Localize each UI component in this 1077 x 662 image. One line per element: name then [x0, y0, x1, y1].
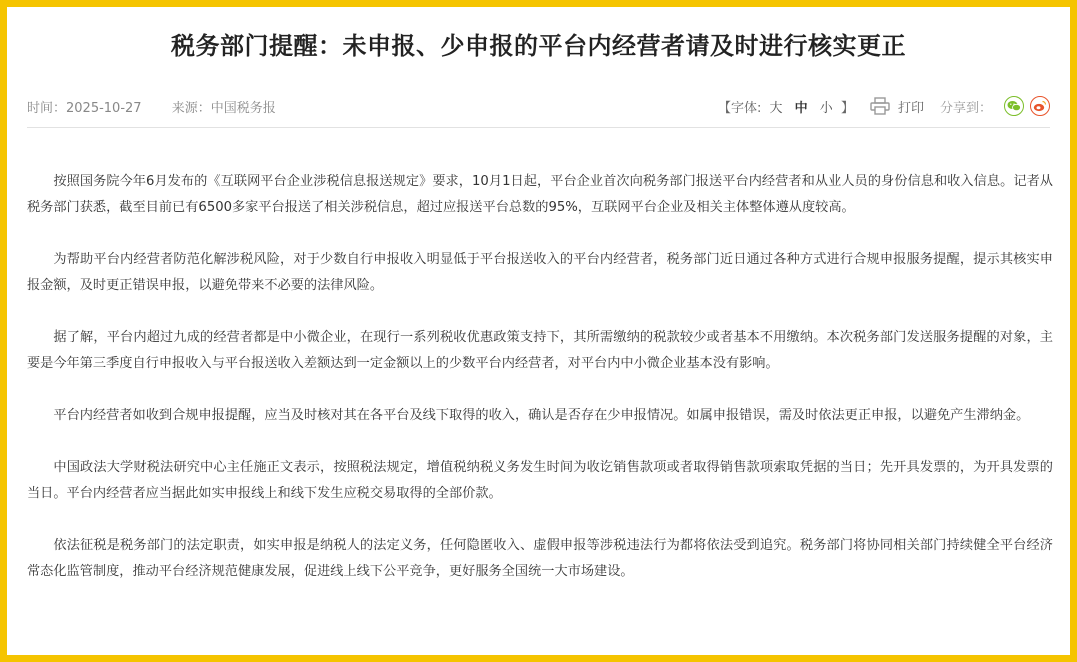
article-tools: [718, 91, 1050, 121]
article-source: 来源：中国税务报: [171, 101, 276, 116]
share-label: 分享到：: [939, 100, 992, 116]
print-label: 打印: [897, 100, 924, 116]
article-title: 税务部门提醒：未申报、少申报的平台内经营者请及时进行核实更正: [171, 32, 906, 60]
article-paragraph: 据了解，平台内超过九成的经营者都是中小微企业，在现行一系列税收优惠政策支持下，其所需缴纳的税款较少或者基本不用缴纳。本次税务部门发送服务提醒的对象，主要是今年第三季度自行申报收入与平台报送收入差额达到一定金额以上的少数平台内经营者，对平台内中小微企业基本没有影响。: [27, 330, 1053, 371]
font-size-small-button[interactable]: 小: [819, 100, 833, 116]
article-paragraph: 依法征税是税务部门的法定职责，如实申报是纳税人的法定义务，任何隐匿收入、虚假申报等涉税违法行为都将依法受到追究。税务部门将协同相关部门持续健全平台经济常态化监管制度，推动平台经济规范健康发展，促进线上线下公平竞争，更好服务全国统一大市场建设。: [27, 538, 1053, 579]
font-size-open: 【字体:: [717, 100, 762, 116]
font-size-large-button[interactable]: 大: [769, 100, 783, 116]
font-size-switch: [718, 97, 854, 116]
article-page: [7, 7, 1070, 655]
share-wechat-button[interactable]: [1004, 96, 1024, 116]
publish-time: 时间：2025-10-27: [27, 101, 142, 116]
wechat-icon: [1007, 100, 1021, 112]
article-paragraph: 中国政法大学财税法研究中心主任施正文表示，按照税法规定，增值税纳税义务发生时间为收讫销售款项或者取得销售款项索取凭据的当日；先开具发票的，为开具发票的当日。平台内经营者应当据此如实申报线上和线下发生应税交易取得的全部价款。: [27, 460, 1053, 501]
article-paragraph: 为帮助平台内经营者防范化解涉税风险，对于少数自行申报收入明显低于平台报送收入的平台内经营者，税务部门近日通过各种方式进行合规申报服务提醒，提示其核实申报金额，及时更正错误申报，以避免带来不必要的法律风险。: [27, 252, 1053, 293]
article-meta-bar: [27, 91, 1050, 128]
print-button[interactable]: [870, 97, 924, 116]
printer-icon: [870, 97, 890, 115]
font-size-close: 】: [840, 100, 854, 116]
font-size-medium-button[interactable]: 中: [794, 100, 808, 116]
article-paragraph: 按照国务院今年6月发布的《互联网平台企业涉税信息报送规定》要求，10月1日起，平台企业首次向税务部门报送平台内经营者和从业人员的身份信息和收入信息。记者从税务部门获悉，截至目前已有6500多家平台报送了相关涉税信息，超过应报送平台总数的95%，互联网平台企业及相关主体整体遵从度较高。: [27, 174, 1053, 215]
article-paragraph: 平台内经营者如收到合规申报提醒，应当及时核对其在各平台及线下取得的收入，确认是否存在少申报情况。如属申报错误，需及时依法更正申报，以避免产生滞纳金。: [53, 408, 1030, 423]
share-weibo-button[interactable]: [1030, 96, 1050, 116]
article-body: [27, 169, 1053, 611]
weibo-icon: [1033, 100, 1047, 112]
article-meta: [27, 97, 302, 116]
